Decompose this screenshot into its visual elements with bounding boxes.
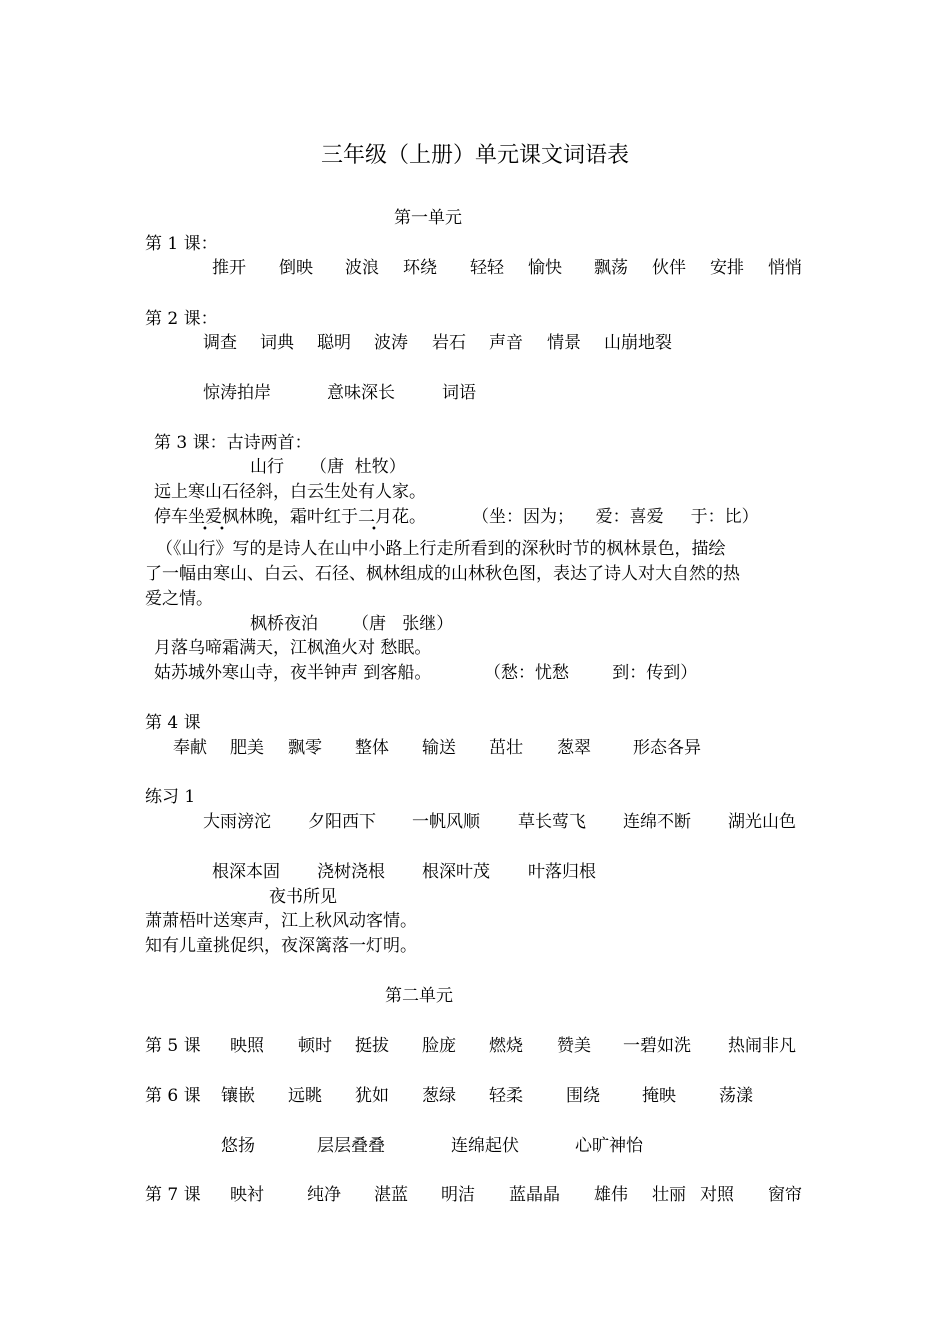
word: 环绕 [403, 258, 437, 278]
lesson2-label: 第 2 课： [145, 309, 218, 329]
word: 奉献 [173, 738, 207, 758]
word: 波浪 [345, 258, 379, 278]
poem2-title: 枫桥夜泊 [250, 614, 318, 634]
poem1-notes: （坐：因为； 爱：喜爱 于：比） [472, 507, 759, 527]
word: 窗帘 [768, 1185, 802, 1205]
word: 心旷神怡 [575, 1136, 643, 1156]
unit1-heading: 第一单元 [394, 208, 462, 228]
lesson3-label: 第 3 课：古诗两首： [154, 433, 312, 453]
page-title: 三年级（上册）单元课文词语表 [320, 143, 629, 168]
emphasis-dot: • [219, 524, 225, 535]
word: 悠扬 [221, 1136, 255, 1156]
word: 浇树浇根 [317, 862, 385, 882]
poem2-notes: （愁：忧愁 到：传到） [484, 663, 698, 683]
word: 纯净 [307, 1185, 341, 1205]
word: 情景 [547, 333, 581, 353]
word: 山崩地裂 [604, 333, 672, 353]
word: 推开 [212, 258, 246, 278]
word: 词典 [260, 333, 294, 353]
word: 愉快 [528, 258, 562, 278]
word: 连绵不断 [623, 812, 691, 832]
word: 轻轻 [470, 258, 504, 278]
word: 飘零 [288, 738, 322, 758]
word: 映照 [230, 1036, 264, 1056]
lesson4-label: 第 4 课 [145, 713, 201, 733]
poem1-line1: 远上寒山石径斜，白云生处有人家。 [154, 482, 426, 502]
word: 整体 [355, 738, 389, 758]
word: 赞美 [557, 1036, 591, 1056]
lesson6-label: 第 6 课 [145, 1086, 201, 1106]
practice1-label: 练习 1 [145, 787, 196, 807]
word: 葱翠 [557, 738, 591, 758]
word: 聪明 [317, 333, 351, 353]
word: 伙伴 [652, 258, 686, 278]
word: 连绵起伏 [451, 1136, 519, 1156]
word: 根深叶茂 [422, 862, 490, 882]
word: 湖光山色 [728, 812, 796, 832]
word: 层层叠叠 [317, 1136, 385, 1156]
word: 惊涛拍岸 [203, 383, 271, 403]
poem1-line2: 停车坐爱枫林晚，霜叶红于二月花。 [154, 507, 426, 527]
word: 热闹非凡 [728, 1036, 796, 1056]
word: 大雨滂沱 [203, 812, 271, 832]
poem2-line1: 月落乌啼霜满天，江枫渔火对 愁眠。 [154, 638, 432, 658]
lesson5-label: 第 5 课 [145, 1036, 201, 1056]
word: 输送 [422, 738, 456, 758]
word: 调查 [203, 333, 237, 353]
word: 肥美 [230, 738, 264, 758]
word: 燃烧 [489, 1036, 523, 1056]
word: 葱绿 [422, 1086, 456, 1106]
word: 围绕 [566, 1086, 600, 1106]
word: 飘荡 [594, 258, 628, 278]
word: 茁壮 [489, 738, 523, 758]
word: 轻柔 [489, 1086, 523, 1106]
emphasis-dot: • [371, 524, 377, 535]
word: 湛蓝 [374, 1185, 408, 1205]
word: 词语 [442, 383, 476, 403]
word: 脸庞 [422, 1036, 456, 1056]
word: 形态各异 [633, 738, 701, 758]
word: 叶落归根 [528, 862, 596, 882]
word: 声音 [489, 333, 523, 353]
word: 明洁 [441, 1185, 475, 1205]
lesson1-label: 第 1 课： [145, 234, 218, 254]
poem2-line2: 姑苏城外寒山寺，夜半钟声 到客船。 [154, 663, 432, 683]
word: 犹如 [355, 1086, 389, 1106]
word: 草长莺飞 [518, 812, 586, 832]
word: 根深本固 [212, 862, 280, 882]
word: 挺拔 [355, 1036, 389, 1056]
poem1-summary-line2: 了一幅由寒山、白云、石径、枫林组成的山林秋色图，表达了诗人对大自然的热 [145, 564, 740, 584]
word: 一碧如洗 [623, 1036, 691, 1056]
word: 一帆风顺 [412, 812, 480, 832]
word: 蓝晶晶 [509, 1185, 560, 1205]
practice1-poem-line2: 知有儿童挑促织，夜深篱落一灯明。 [145, 936, 417, 956]
word: 夕阳西下 [308, 812, 376, 832]
word: 倒映 [279, 258, 313, 278]
practice1-poem-line1: 萧萧梧叶送寒声，江上秋风动客情。 [145, 911, 417, 931]
word: 波涛 [374, 333, 408, 353]
word: 雄伟 [594, 1185, 628, 1205]
practice1-poem-title: 夜书所见 [269, 887, 337, 907]
word: 镶嵌 [221, 1086, 255, 1106]
word: 对照 [700, 1185, 734, 1205]
poem1-summary-line1: （《山行》写的是诗人在山中小路上行走所看到的深秋时节的枫林景色，描绘 [156, 539, 726, 559]
word: 意味深长 [327, 383, 395, 403]
word: 岩石 [432, 333, 466, 353]
poem2-author: （唐 张继） [352, 614, 454, 634]
poem1-title: 山行 [250, 457, 284, 477]
emphasis-dot: • [202, 524, 208, 535]
word: 安排 [710, 258, 744, 278]
word: 顿时 [298, 1036, 332, 1056]
word: 映衬 [230, 1185, 264, 1205]
unit2-heading: 第二单元 [385, 986, 453, 1006]
word: 荡漾 [719, 1086, 753, 1106]
poem1-author: （唐 杜牧） [310, 457, 406, 477]
word: 壮丽 [652, 1185, 686, 1205]
word: 掩映 [642, 1086, 676, 1106]
word: 远眺 [288, 1086, 322, 1106]
poem1-summary-line3: 爱之情。 [145, 589, 213, 609]
word: 悄悄 [768, 258, 802, 278]
lesson7-label: 第 7 课 [145, 1185, 201, 1205]
